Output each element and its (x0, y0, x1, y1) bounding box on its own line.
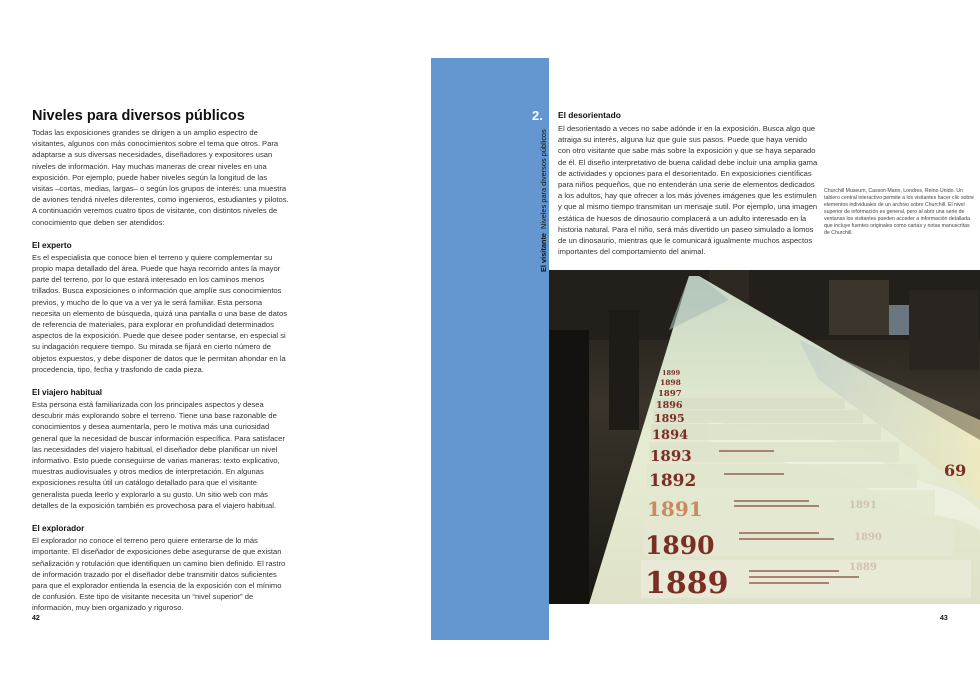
section-heading-traveler: El viajero habitual (32, 388, 103, 398)
intro-paragraph: Todas las exposiciones grandes se dirigen a un amplio espectro de visitantes, algunos con más conocimientos sobre el tema que otros. Para adaptarse a sus diversas necesidades, diseñadores y expositores usan niveles de información. Hay muchas maneras de crear niveles en una exposición. Por ejemplo, puede haber niveles según la longitud de las visitas –cortas, medias, largas– o según los grupos de interés: una muestra de aviones tendrá niveles diferentes, como ingenieros, estudiantes y pilotos. A continuación veremos cuatro tipos de visitante, con distintos niveles de conocimiento que deben ser atendidos: (32, 128, 289, 227)
section-number: 2. (532, 108, 543, 123)
page-number-left: 42 (32, 615, 40, 622)
year-1898: 1898 (660, 378, 681, 387)
museum-photo (549, 270, 980, 604)
section-heading-disoriented: El desorientado (558, 110, 621, 120)
section-text-expert: Es el especialista que conoce bien el terreno y quiere complementar su propio mapa detallado del área. Puede que haya recorrido antes la mayor parte del terreno, por lo que estará interesado en los caminos menos trillados. Busca exposiciones o información que amplíe sus conocimientos previos, y mucho de lo que va a ver ya le será familiar. Esta persona necesita un elemento de búsqueda, quizá una pantalla o una base de datos de referencia de materiales, para explorar en profundidad determinados aspectos de la exposición. Puede que desee poder sentarse, en especial si su indagación requiere tiempo. Su mirada se fijará en cierto número de objetos expuestos, y debe disponer de datos que le permitan ahondar en la procedencia, tipo, fecha y trasfondo de cada pieza. (32, 252, 288, 374)
section-text-explorer: El explorador no conoce el terreno pero quiere enterarse de lo más importante. El diseñador de exposiciones debe asegurarse de que existan señalización y rotulación que identifiquen un camino bien definido. El rastro de información trazado por el diseñador debe transmitir datos suficientes para que el explorador entienda la esencia de la exposición con el mínimo de confusión. Este tipo de visitante necesita un “nivel superior” de información, muy bien organizado y riguroso. (32, 536, 286, 613)
year-1889: 1889 (645, 566, 729, 601)
vertical-label-topic: Niveles para diversos públicos (539, 129, 548, 229)
year-1894: 1894 (652, 428, 689, 443)
section-heading-explorer: El explorador (32, 524, 85, 534)
dim-year-2: 1890 (854, 532, 882, 543)
section-text-traveler: Esta persona está familiarizada con los principales aspectos y desea descubrir más explorando sobre el terreno. Tiene una base razonable de conocimientos y desea aumentarla, pero le motiva más una curiosidad general que la necesidad de buscar información específica. Para satisfacer las necesidades del viajero habitual, el diseñador debe planificar un nivel informativo. Esto puede conseguirse de varias maneras: texto explicativo, muestras audiovisuales y otros medios de interpretación. En algunas exposiciones resulta útil un catálogo detallado para que el visitante generalista pueda leerlo y explorarlo a su gusto. Un sitio web con más detalles de la exposición también es provechosa para el viajero habitual. (32, 400, 285, 510)
page-title: Niveles para diversos públicos (32, 108, 245, 124)
year-1897: 1897 (658, 389, 682, 399)
section-text-disoriented: El desorientado a veces no sabe adónde ir en la exposición. Busca algo que atraiga su interés, alguna luz que guíe sus pasos. Puede que haya venido con otro visitante que sabe más sobre la exposición y que se haya separado de él. El diseño interpretativo de buena calidad debe incluir una amplia gama de actividades y opciones para el desorientado. En exposiciones científicas para niños pequeños, que no entenderán una serie de elementos dedicados a los adultos, hay que ofrecer a los más jóvenes imágenes que les estimulen y que al mismo tiempo transmitan un mensaje sutil. Por ejemplo, una imagen estática de huesos de dinosaurio complacerá a un adulto interesado en la historia natural. Para el niño, será más divertido un paseo simulado a lomos de un dinosaurio, mientras que le comunicará igualmente muchos aspectos importantes del comportamiento del animal. (558, 124, 818, 257)
year-1899: 1899 (662, 369, 681, 377)
section-heading-expert: El experto (32, 240, 72, 250)
vertical-section-label (539, 129, 548, 272)
year-1896: 1896 (656, 400, 683, 411)
left-page-text (32, 108, 290, 614)
page-number-right: 43 (940, 615, 948, 622)
vertical-label-chapter: El visitante (539, 232, 548, 272)
dim-year-1: 1889 (849, 562, 877, 573)
museum-table-illustration (549, 270, 980, 604)
right-page-text (558, 110, 820, 257)
dim-year-3: 1891 (849, 500, 877, 511)
photo-caption: Churchill Museum, Casson Mann, Londres, Reino Unido. Un tablero central interactivo permite a los visitantes hacer clic sobre elementos individuales de un archivo sobre Churchill. El nivel superior de información es general, pero al abrir una serie de ventanas los visitantes pueden acceder a información detallada que incluye fuentes originales como cartas y notas manuscritas de Churchill. (824, 188, 974, 236)
year-1892: 1892 (649, 471, 697, 491)
year-1895: 1895 (654, 412, 685, 425)
blue-section-band (431, 58, 549, 640)
year-1891: 1891 (647, 497, 703, 521)
year-1893: 1893 (650, 447, 692, 465)
year-1890: 1890 (645, 531, 715, 560)
right-edge-number: 69 (944, 461, 967, 480)
